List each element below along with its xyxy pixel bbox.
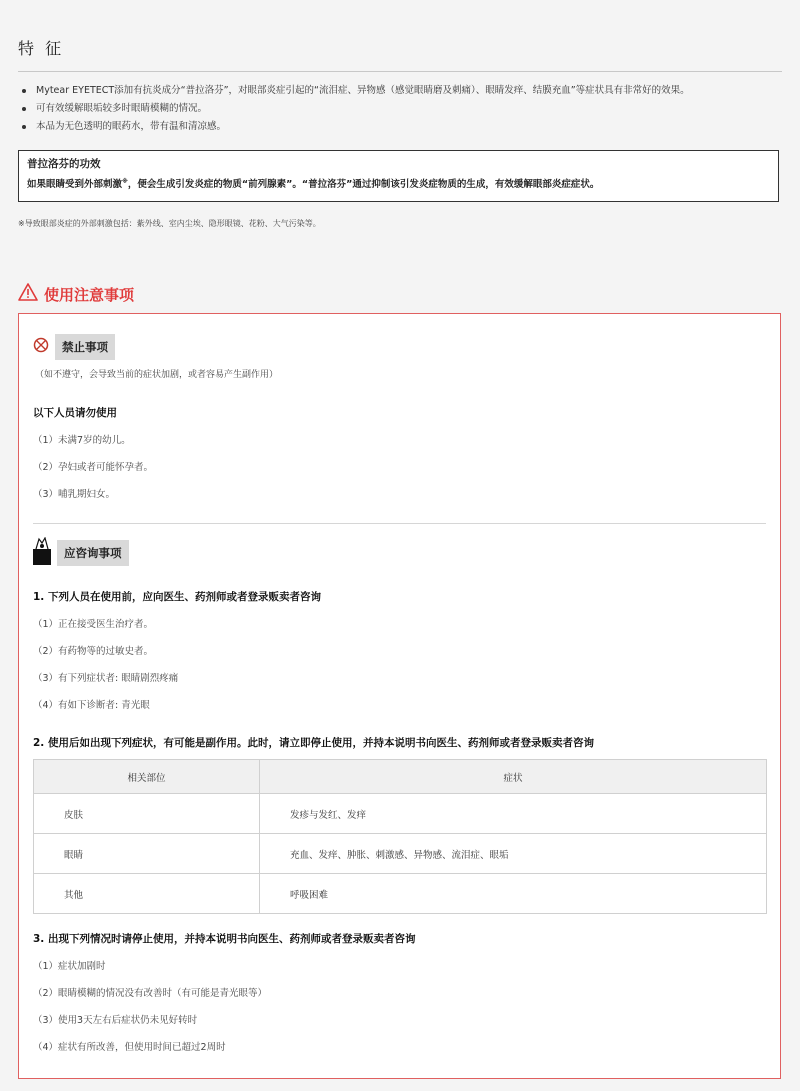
- table-cell: 其他: [34, 874, 260, 914]
- caution-heading: [18, 283, 134, 305]
- list-item: Mytear EYETECT添加有抗炎成分“普拉洛芬”，对眼部炎症引起的“流泪症、异物感（感觉眼睛磨及刺痛）、眼睛发痒、结膜充血”等症状具有非常好的效果。: [18, 82, 782, 100]
- prohibited-note: （如不遵守，会导致当前的症状加剧，或者容易产生副作用）: [35, 370, 279, 380]
- section-divider: [33, 523, 766, 524]
- prohibited-header: [33, 334, 115, 360]
- doctor-consult-icon: [33, 537, 51, 569]
- table-cell: 呼吸困难: [260, 874, 767, 914]
- list-item: （2）孕妇或者可能怀孕者。: [33, 462, 154, 473]
- list-item: （1）症状加剧时: [33, 961, 106, 972]
- reference-mark: ※: [122, 178, 128, 185]
- table-header: 相关部位: [34, 760, 260, 794]
- consult-section2-title: 2. 使用后如出现下列症状，有可能是副作用。此时，请立即停止使用，并持本说明书向医生、药剂师或者登录贩卖者咨询: [33, 737, 594, 749]
- table-row: [34, 874, 767, 914]
- prohibited-icon: [33, 337, 49, 357]
- table-row: [34, 794, 767, 834]
- features-list: [18, 82, 782, 136]
- warning-triangle-icon: [18, 283, 38, 305]
- table-cell: 皮肤: [34, 794, 260, 834]
- consult-label: 应咨询事项: [57, 540, 129, 566]
- table-cell: 眼睛: [34, 834, 260, 874]
- effect-box: [18, 150, 779, 202]
- list-item: 本品为无色透明的眼药水，带有温和清凉感。: [18, 118, 782, 136]
- list-item: （1）正在接受医生治疗者。: [33, 619, 154, 630]
- features-title: 特 征: [18, 39, 65, 58]
- table-header-row: [34, 760, 767, 794]
- list-item: （2）眼睛模糊的情况没有改善时（有可能是青光眼等）: [33, 988, 268, 999]
- effect-box-title: 普拉洛芬的功效: [27, 158, 101, 170]
- prohibited-subhead: 以下人员请勿使用: [33, 407, 117, 419]
- table-row: [34, 834, 767, 874]
- effect-box-text: 如果眼睛受到外部刺激※，便会生成引发炎症的物质“前列腺素”。“普拉洛芬”通过抑制该引发炎症物质的生成，有效缓解眼部炎症症状。: [27, 178, 600, 191]
- list-item: （4）有如下诊断者: 青光眼: [33, 700, 150, 711]
- prohibited-label: 禁止事项: [55, 334, 115, 360]
- list-item: （1）未满7岁的幼儿。: [33, 435, 131, 446]
- list-item: （3）使用3天左右后症状仍未见好转时: [33, 1015, 198, 1026]
- side-effect-table: [33, 759, 767, 914]
- table-cell: 发疹与发红、发痒: [260, 794, 767, 834]
- caution-title: 使用注意事项: [44, 285, 135, 304]
- footnote: ※导致眼部炎症的外部刺激包括：紫外线、室内尘埃、隐形眼镜、花粉、大气污染等。: [18, 219, 321, 228]
- table-header: 症状: [260, 760, 767, 794]
- consult-section1-title: 1. 下列人员在使用前，应向医生、药剂师或者登录贩卖者咨询: [33, 591, 321, 603]
- table-cell: 充血、发痒、肿胀、刺激感、异物感、流泪症、眼垢: [260, 834, 767, 874]
- title-divider: [18, 71, 782, 72]
- list-item: （2）有药物等的过敏史者。: [33, 646, 154, 657]
- caution-box: [18, 313, 781, 1079]
- consult-header: [33, 537, 129, 569]
- list-item: 可有效缓解眼垢较多时眼睛模糊的情况。: [18, 100, 782, 118]
- consult-section3-title: 3. 出现下列情况时请停止使用，并持本说明书向医生、药剂师或者登录贩卖者咨询: [33, 933, 416, 945]
- list-item: （3）有下列症状者: 眼睛剧烈疼痛: [33, 673, 179, 684]
- list-item: （4）症状有所改善，但使用时间已超过2周时: [33, 1042, 226, 1053]
- list-item: （3）哺乳期妇女。: [33, 489, 116, 500]
